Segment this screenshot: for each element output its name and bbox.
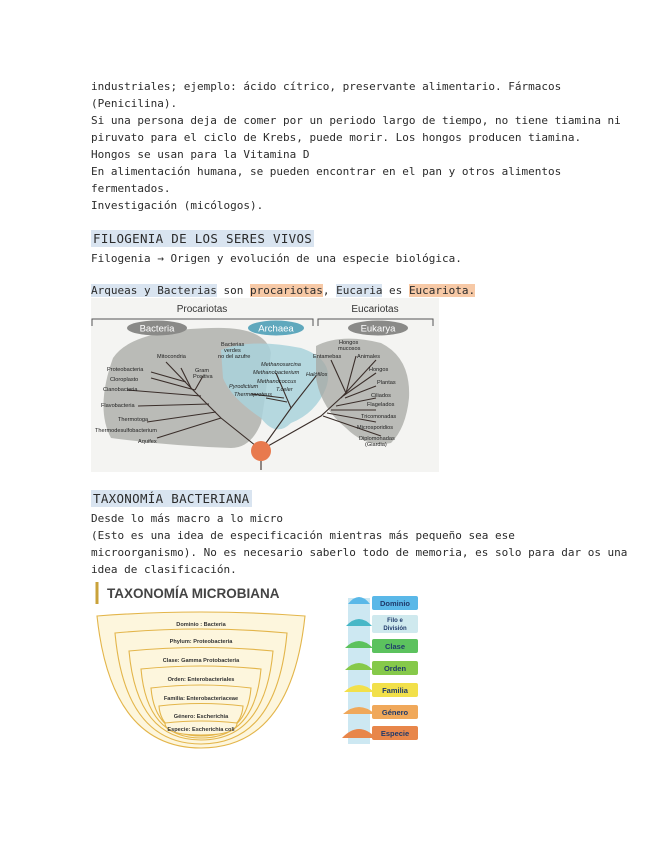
pyramid-clase: Clase xyxy=(384,642,406,651)
taxonomia-line-2: (Esto es una idea de especificación mientras más pequeño sea ese xyxy=(91,529,515,542)
svg-text:Cianobacteria: Cianobacteria xyxy=(103,387,138,393)
svg-text:Bacterias: Bacterias xyxy=(221,342,245,348)
label-procariotas: Procariotas xyxy=(176,304,228,315)
svg-text:no del azufre: no del azufre xyxy=(218,354,251,360)
svg-text:Thermoproteus: Thermoproteus xyxy=(234,392,272,398)
pyramid-division: División xyxy=(383,626,407,632)
svg-text:Hongos: Hongos xyxy=(339,340,359,346)
taxonomia-heading: TAXONOMÍA BACTERIANA xyxy=(93,491,250,506)
svg-text:Plantas: Plantas xyxy=(377,380,396,386)
label-archaea: Archaea xyxy=(258,323,294,335)
pyramid-familia: Familia xyxy=(382,686,408,695)
filogenia-summary: Arqueas y Bacterias son procariotas, Eucaria es Eucariota. xyxy=(91,284,476,297)
svg-text:Proteobacteria: Proteobacteria xyxy=(107,367,144,373)
svg-text:Animales: Animales xyxy=(357,354,381,360)
pyramid-genero: Género xyxy=(381,708,409,717)
intro-line-6: En alimentación humana, se pueden encontrar en el pan y otros alimentos xyxy=(91,165,562,178)
label-eucariotas: Eucariotas xyxy=(351,304,399,315)
intro-line-5: Hongos se usan para la Vitamina D xyxy=(91,148,310,161)
svg-text:Flavobacteria: Flavobacteria xyxy=(101,403,135,409)
intro-line-2: (Penicilina). xyxy=(91,97,178,110)
svg-text:Cloroplasto: Cloroplasto xyxy=(110,377,139,383)
svg-text:Positiva: Positiva xyxy=(193,374,213,380)
svg-text:Methanobacterium: Methanobacterium xyxy=(253,370,300,376)
label-bacteria: Bacteria xyxy=(139,323,175,335)
rank-phylum: Phylum: Proteobacteria xyxy=(169,639,233,645)
taxonomia-line-4: idea de clasificación. xyxy=(91,563,237,576)
svg-text:T.celer: T.celer xyxy=(276,387,293,393)
intro-line-4: piruvato para el ciclo de Krebs, puede morir. Los hongos producen tiamina. xyxy=(91,131,582,144)
taxonomia-microbiana-figure xyxy=(91,578,315,750)
highlight-eucaria: Eucaria xyxy=(336,284,383,297)
svg-text:Halófilos: Halófilos xyxy=(306,372,328,378)
svg-text:Thermotoga: Thermotoga xyxy=(118,417,149,423)
svg-text:Methanosarcina: Methanosarcina xyxy=(261,362,301,368)
svg-text:Flagelados: Flagelados xyxy=(367,402,395,408)
highlight-procariotas: procariotas xyxy=(249,284,323,297)
rank-clase: Clase: Gamma Protobacteria xyxy=(162,658,240,664)
pyramid-filo: Filo e xyxy=(387,618,403,624)
label-eukarya: Eukarya xyxy=(360,323,396,335)
phylogenetic-tree-figure xyxy=(91,298,439,472)
intro-line-3: Si una persona deja de comer por un periodo largo de tiempo, no tiene tiamina ni xyxy=(91,114,621,127)
rank-orden: Orden: Enterobacteriales xyxy=(167,677,235,683)
filogenia-definition: Filogenia → Origen y evolución de una especie biológica. xyxy=(91,252,462,265)
intro-line-7: fermentados. xyxy=(91,182,171,195)
svg-text:Ciliados: Ciliados xyxy=(371,393,391,399)
svg-text:(Giardia): (Giardia) xyxy=(365,442,387,448)
svg-text:Tricomonadas: Tricomonadas xyxy=(361,414,397,420)
svg-text:Aquifex: Aquifex xyxy=(138,439,157,445)
svg-text:Microsporidios: Microsporidios xyxy=(357,425,394,431)
label-mitocondria: Mitocondria xyxy=(157,354,186,360)
intro-line-8: Investigación (micólogos). xyxy=(91,199,264,212)
pyramid-dominio: Dominio xyxy=(380,599,410,608)
pyramid-orden: Orden xyxy=(383,664,407,673)
svg-text:Diplomonadas: Diplomonadas xyxy=(359,436,395,442)
rank-dominio: Dominio : Bacteria xyxy=(176,622,226,628)
highlight-eucariota: Eucariota. xyxy=(408,284,476,297)
svg-text:Thermodesulfobacterium: Thermodesulfobacterium xyxy=(95,428,157,434)
rank-familia: Familia: Enterobacteriaceae xyxy=(163,696,239,702)
taxonomy-pyramid-figure xyxy=(340,586,424,746)
microbiana-title: TAXONOMÍA MICROBIANA xyxy=(107,586,280,601)
taxonomia-line-1: Desde lo más macro a lo micro xyxy=(91,512,284,525)
svg-text:Gram: Gram xyxy=(195,368,209,374)
svg-text:Hongos: Hongos xyxy=(369,367,389,373)
svg-text:Methanococcus: Methanococcus xyxy=(257,379,297,385)
rank-genero: Género: Escherichia xyxy=(173,714,229,720)
rank-especie: Especie: Escherichia coli xyxy=(167,727,235,733)
highlight-arqueas-bacterias: Arqueas y Bacterias xyxy=(91,284,217,297)
filogenia-heading: FILOGENIA DE LOS SERES VIVOS xyxy=(93,231,313,246)
taxonomia-line-3: microorganismo). No es necesario saberlo todo de memoria, es solo para dar os una xyxy=(91,546,628,559)
svg-text:mucosos: mucosos xyxy=(338,346,361,352)
svg-text:Entamebas: Entamebas xyxy=(313,354,342,360)
pyramid-especie: Especie xyxy=(380,729,410,738)
svg-text:Pyrodictium: Pyrodictium xyxy=(229,384,259,390)
svg-text:verdes: verdes xyxy=(224,348,241,354)
intro-line-1: industriales; ejemplo: ácido cítrico, preservante alimentario. Fármacos xyxy=(91,80,562,93)
